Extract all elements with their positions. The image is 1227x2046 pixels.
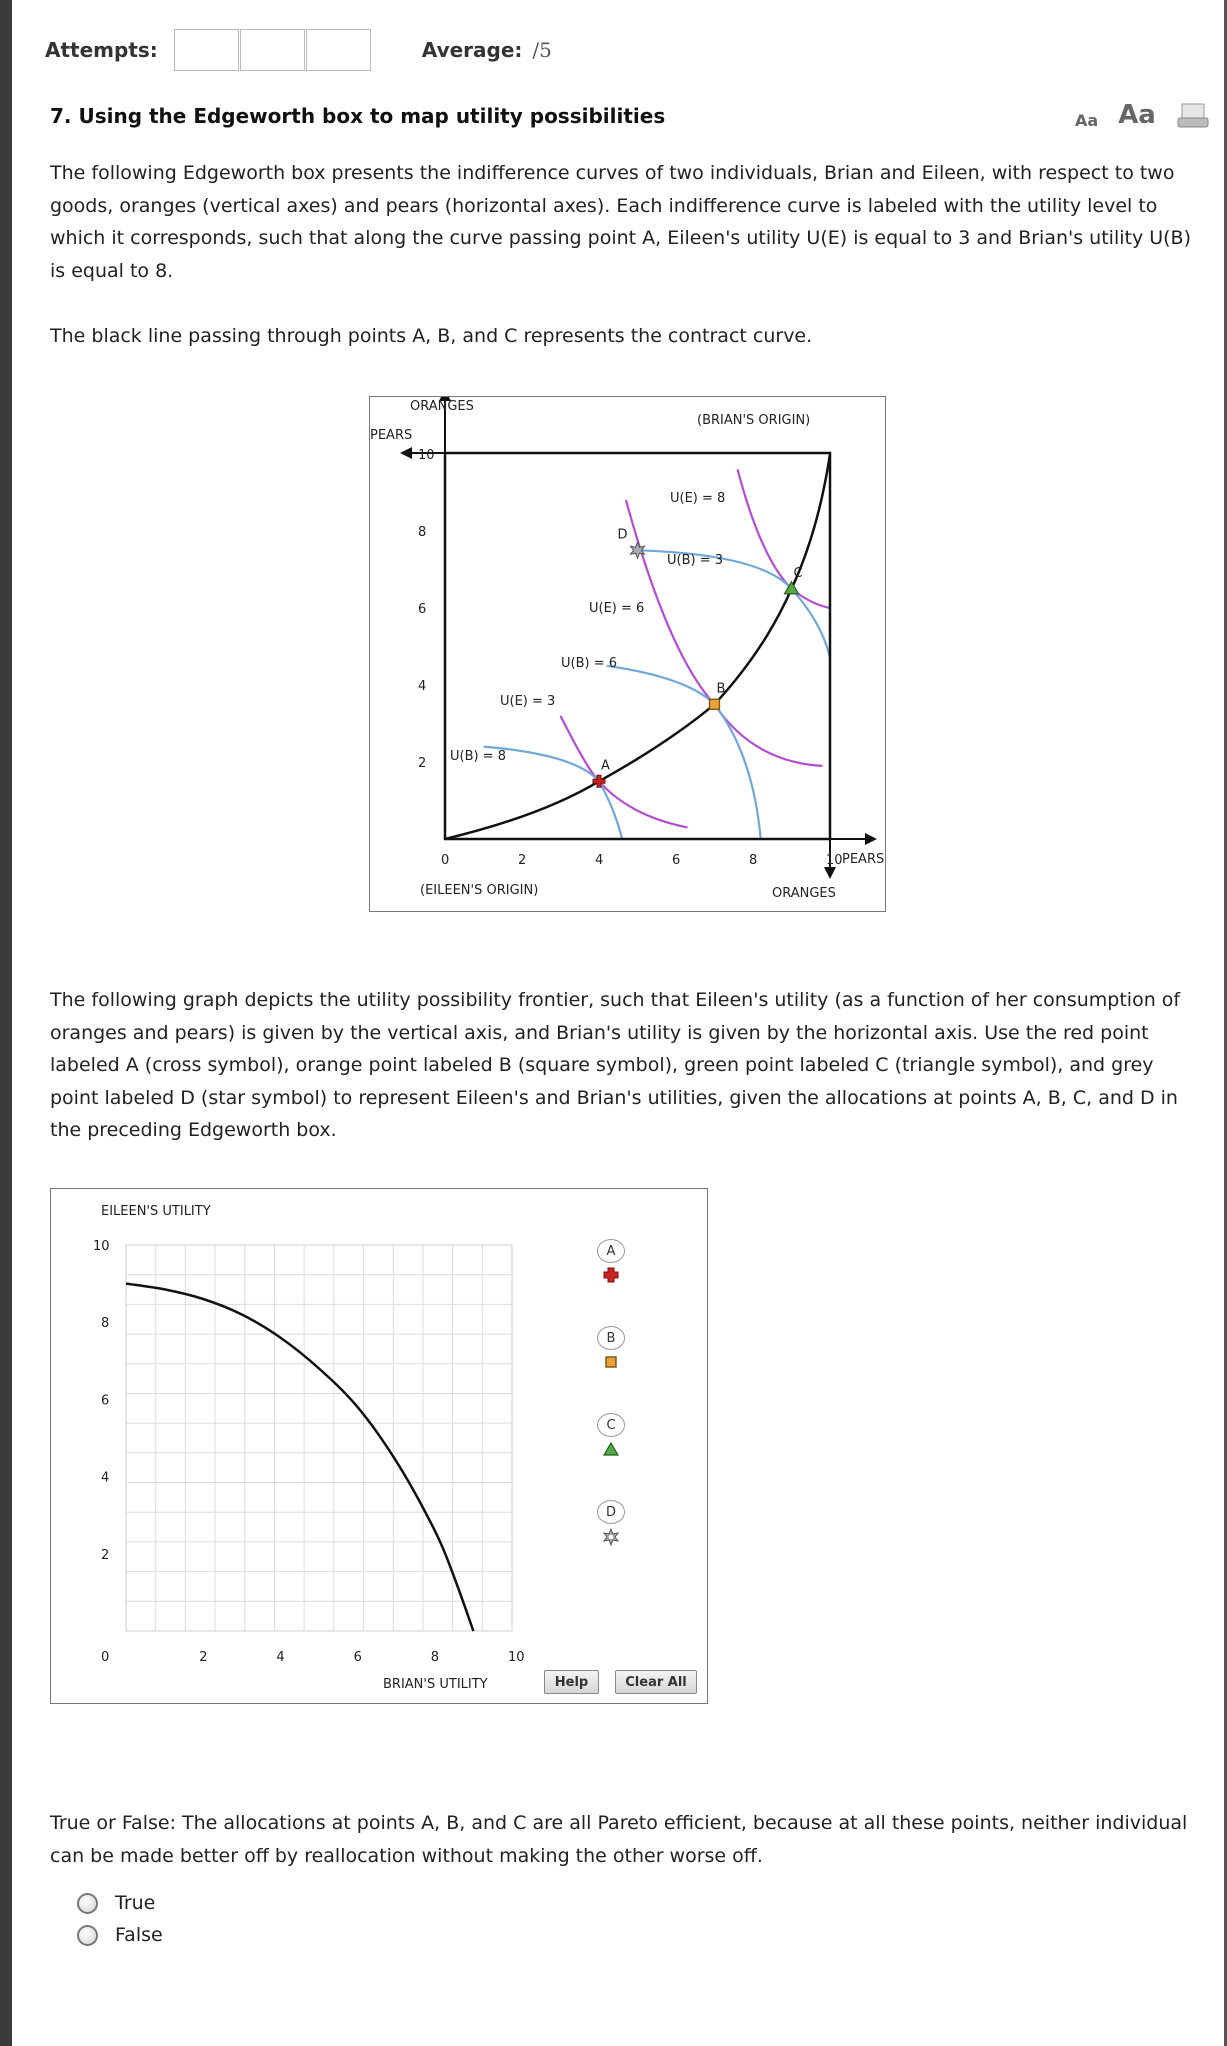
tool-badge-a: A <box>597 1239 625 1263</box>
attempt-boxes <box>174 29 372 71</box>
upf-x-tick-8: 8 <box>430 1650 440 1665</box>
tool-point-b[interactable] <box>591 1326 631 1370</box>
option-false[interactable] <box>77 1924 163 1946</box>
average-label: Average: <box>421 38 523 62</box>
tool-badge-c: C <box>597 1413 625 1437</box>
pears-right-label: PEARS <box>842 852 885 867</box>
upf-y-axis-label: EILEEN'S UTILITY <box>101 1204 211 1219</box>
clear-all-button[interactable]: Clear All <box>615 1670 697 1694</box>
attempt-box-3 <box>306 29 371 71</box>
upf-x-tick-6: 6 <box>353 1650 362 1665</box>
edgeworth-box-svg <box>370 397 885 911</box>
option-false-label: False <box>115 1924 163 1946</box>
true-false-question: True or False: The allocations at points A, B, and C are all Pareto efficient, because at all these points, neither individual can be made better off by reallocation without making the other worse off. <box>50 1812 1188 1867</box>
contract-curve-paragraph: The black line passing through points A, B, and C represents the contract curve. <box>50 325 813 347</box>
font-tools <box>1075 100 1210 130</box>
cross-symbol-icon <box>603 1267 619 1283</box>
frontier-instructions-paragraph: The following graph depicts the utility possibility frontier, such that Eileen's utility (as a function of her consumption of oranges and pears) is given by the vertical axis, and Brian's utility is given by the horizontal axis. Use the red point labeled A (cross symbol), orange point labeled B (square symbol), green point labeled C (triangle symbol), and grey point labeled D (star symbol) to represent Eileen's and Brian's utilities, given the allocations at points A, B, C, and D in the preceding Edgeworth box. <box>50 989 1181 1141</box>
left-window-border <box>0 0 12 2046</box>
tool-badge-b: B <box>597 1326 625 1350</box>
upf-x-tick-0: 0 <box>101 1650 110 1665</box>
tool-point-d[interactable] <box>591 1500 631 1546</box>
triangle-symbol-icon <box>602 1441 620 1457</box>
upf-y-tick-10: 10 <box>93 1239 110 1254</box>
edgeworth-point-d <box>618 527 645 558</box>
pears-left-label: PEARS <box>370 428 413 443</box>
eb-y-tick-10: 10 <box>418 448 435 463</box>
font-size-small-button[interactable]: Aa <box>1075 111 1099 130</box>
option-true[interactable] <box>77 1892 155 1914</box>
attempts-label: Attempts: <box>45 38 158 62</box>
edgeworth-point-c <box>785 566 803 594</box>
curve-label-ue8: U(E) = 8 <box>670 491 726 506</box>
brian-pears-arrowhead <box>400 447 412 459</box>
eb-x-tick-4: 4 <box>595 853 604 868</box>
upf-y-tick-4: 4 <box>101 1470 110 1486</box>
upf-y-tick-6: 6 <box>101 1393 110 1409</box>
tool-badge-d: D <box>597 1500 625 1524</box>
edgeworth-point-label-a: A <box>601 758 610 774</box>
average-value: /5 <box>532 38 552 62</box>
brian-oranges-arrowhead <box>824 867 836 879</box>
tool-point-c[interactable] <box>591 1413 631 1457</box>
brian-curve-u6 <box>607 666 761 839</box>
star-symbol-icon <box>602 1528 620 1546</box>
eb-x-tick-6: 6 <box>672 853 681 868</box>
edgeworth-point-label-c: C <box>793 565 803 581</box>
contract-curve <box>445 454 830 839</box>
edgeworth-point-a <box>593 758 610 787</box>
upf-x-axis-label: BRIAN'S UTILITY <box>383 1677 488 1692</box>
eb-x-tick-2: 2 <box>518 853 527 868</box>
print-icon[interactable] <box>1176 102 1210 130</box>
eb-x-tick-0: 0 <box>441 853 450 868</box>
curve-label-ub8: U(B) = 8 <box>450 749 507 764</box>
curve-label-ub6: U(B) = 6 <box>561 656 618 671</box>
eb-y-tick-2: 2 <box>418 756 427 771</box>
upf-frontier-curve <box>126 1284 473 1631</box>
brians-origin-label: (BRIAN'S ORIGIN) <box>697 413 811 428</box>
upf-graph-frame <box>50 1188 708 1704</box>
edgeworth-box-border <box>445 453 830 839</box>
eb-x-tick-10: 10 <box>826 853 843 868</box>
option-true-label: True <box>115 1892 156 1914</box>
eb-x-tick-8: 8 <box>749 853 758 868</box>
eileen-curve-u6 <box>626 500 822 766</box>
edgeworth-point-b <box>710 681 726 709</box>
radio-false[interactable] <box>77 1925 98 1946</box>
attempt-box-1 <box>174 29 239 71</box>
upf-x-tick-10: 10 <box>508 1650 525 1665</box>
curve-label-ue3: U(E) = 3 <box>500 694 556 709</box>
tool-point-a[interactable] <box>591 1239 631 1283</box>
edgeworth-point-label-b: B <box>716 681 726 697</box>
eb-y-tick-4: 4 <box>418 679 427 694</box>
pears-axis-arrowhead <box>865 833 877 845</box>
oranges-bottom-label: ORANGES <box>772 886 836 901</box>
curve-label-ue6: U(E) = 6 <box>589 601 645 616</box>
upf-y-tick-8: 8 <box>101 1316 110 1332</box>
attempts-row <box>45 28 552 72</box>
help-button[interactable]: Help <box>544 1670 599 1694</box>
question-title: 7. Using the Edgeworth box to map utility possibilities <box>50 104 666 128</box>
upf-x-tick-2: 2 <box>199 1650 208 1665</box>
radio-true[interactable] <box>77 1893 98 1914</box>
eileens-origin-label: (EILEEN'S ORIGIN) <box>420 883 539 898</box>
upf-plot-area[interactable] <box>126 1245 512 1631</box>
attempt-box-2 <box>240 29 305 71</box>
intro-paragraph: The following Edgeworth box presents the indifference curves of two individuals, Brian and Eileen, with respect to two goods, oranges (vertical axes) and pears (horizontal axes). Each indifference curve is labeled with the utility level to which it corresponds, such that along the curve passing point A, Eileen's utility U(E) is equal to 3 and Brian's utility U(B) is equal to 8. <box>50 162 1192 282</box>
upf-y-tick-2: 2 <box>101 1547 110 1563</box>
oranges-top-label: ORANGES <box>410 399 474 414</box>
square-symbol-icon <box>603 1354 619 1370</box>
eileen-curve-u8 <box>738 469 830 608</box>
font-size-large-button[interactable]: Aa <box>1118 100 1156 130</box>
upf-x-tick-4: 4 <box>276 1650 285 1665</box>
eileen-curve-u3 <box>561 716 688 828</box>
eb-y-tick-8: 8 <box>418 525 427 540</box>
eb-y-tick-6: 6 <box>418 602 427 617</box>
curve-label-ub3: U(B) = 3 <box>667 553 724 568</box>
edgeworth-box-frame <box>369 396 886 912</box>
edgeworth-point-label-d: D <box>617 527 628 543</box>
